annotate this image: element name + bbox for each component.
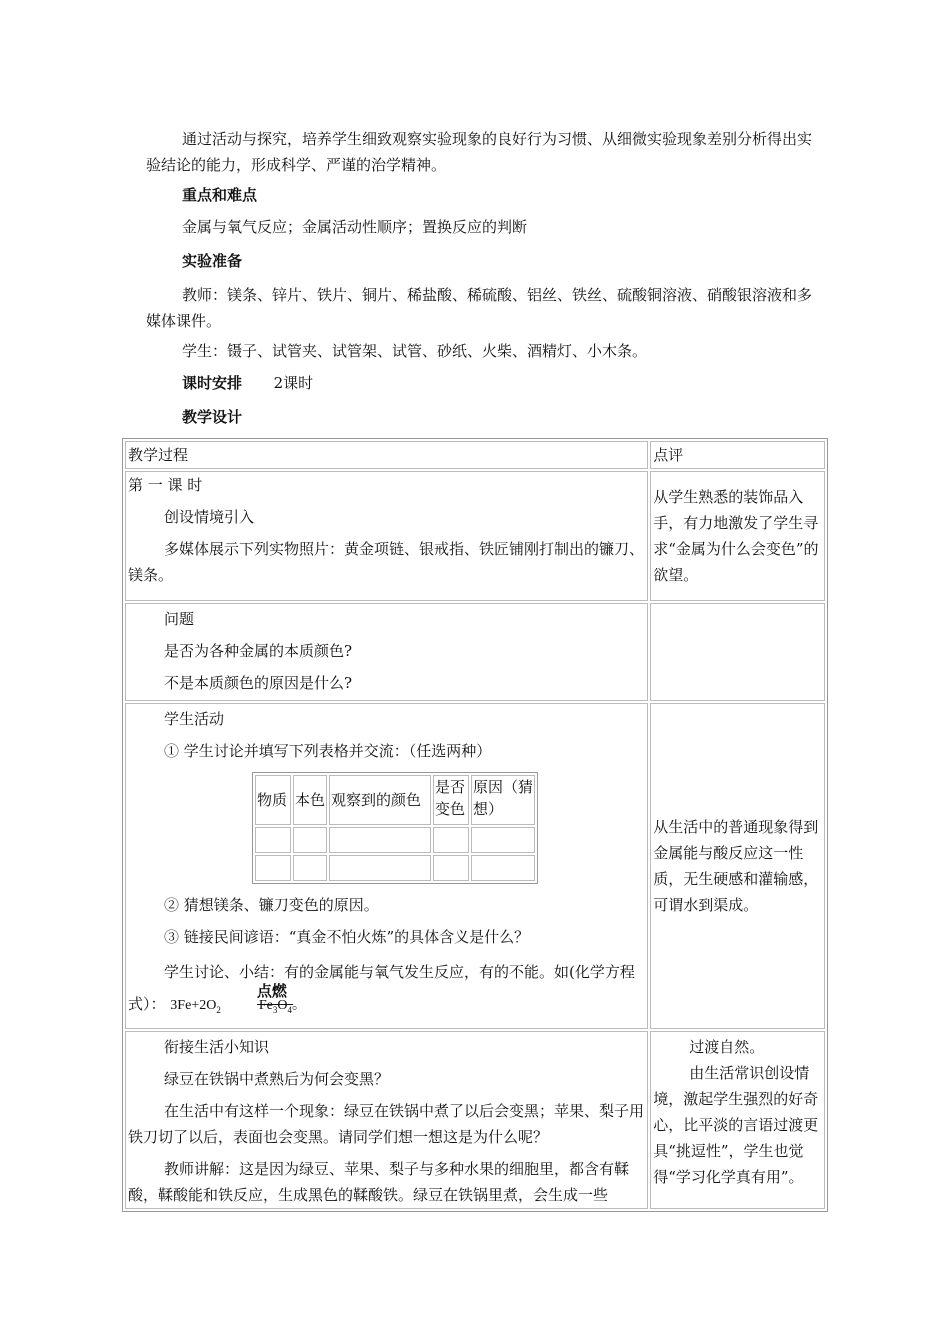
inner-header-observed: 观察到的颜色	[329, 775, 431, 825]
eq-left-sub: 2	[216, 1004, 221, 1015]
inner-cell	[471, 855, 535, 881]
equation	[170, 984, 306, 1015]
row1-subtitle: 创设情境引入	[164, 508, 255, 526]
eq-right: Fe	[258, 998, 273, 1013]
row2-subtitle: 问题	[164, 610, 195, 628]
inner-cell	[433, 827, 469, 853]
question-2: 不是本质颜色的原因是什么?	[164, 674, 353, 692]
heading-design: 教学设计	[182, 408, 243, 426]
row4-text1: 在生活中有这样一个现象：绿豆在铁锅中煮了以后会变黑；苹果、梨子用铁刀切了以后，表面也会变黑。请同学们想一想这是为什么呢？	[128, 1101, 645, 1146]
inner-cell	[293, 827, 327, 853]
lesson-title: 第 一 课 时	[128, 476, 203, 494]
summary-text: 学生讨论、小结：有的金属能与氧气发生反应，有的不能。如(化学方程式）：	[128, 963, 635, 1013]
schedule-value: 2课时	[273, 374, 314, 392]
eq-right-sub2: 4	[287, 1004, 292, 1015]
design-table	[122, 438, 828, 1212]
inner-header-reason: 原因（猜想）	[471, 775, 535, 825]
row4-subtitle: 衔接生活小知识	[164, 1037, 270, 1056]
row4-question: 绿豆在铁锅中煮熟后为何会变黑？	[164, 1069, 390, 1088]
eq-right-sub1: 3	[272, 1004, 278, 1015]
eq-end: 。	[291, 998, 306, 1013]
table-row	[125, 703, 825, 1029]
inner-cell	[471, 827, 535, 853]
eq-left: 3Fe+2O	[170, 998, 217, 1013]
heading-preparation: 实验准备	[182, 252, 243, 270]
table-header-row	[125, 441, 825, 469]
row4-process	[125, 1031, 648, 1209]
row1-review	[650, 471, 825, 601]
teacher-materials: 教师：镁条、锌片、铁片、铜片、稀盐酸、稀硫酸、铝丝、铁丝、硫酸铜溶液、硝酸银溶液和多媒体课件。	[146, 286, 813, 330]
step-2: ② 猜想镁条、镰刀变色的原因。	[164, 896, 379, 914]
intro-paragraph: 通过活动与探究，培养学生细致观察实验现象的良好行为习惯、从细微实验现象差别分析得出实验结论的能力，形成科学、严谨的治学精神。	[146, 130, 813, 174]
schedule-line	[146, 370, 826, 396]
row4-text2: 教师讲解：这是因为绿豆、苹果、梨子与多种水果的细胞里，都含有鞣酸，鞣酸能和铁反应，生成黑色的鞣酸铁。绿豆在铁锅里煮，会生成一些	[128, 1159, 630, 1204]
key-points-text: 金属与氧气反应；金属活动性顺序；置换反应的判断	[182, 218, 528, 236]
eq-right-o: O	[277, 998, 288, 1013]
row4-review-2: 由生活常识创设情境，激起学生强烈的好奇心，比平淡的言语过渡更具“挑逗性”，学生也觉得“学习化学真有用”。	[653, 1063, 819, 1186]
row4-review	[650, 1031, 825, 1209]
question-1: 是否为各种金属的本质颜色?	[164, 642, 353, 660]
inner-cell	[329, 855, 431, 881]
inner-header-row	[255, 775, 535, 825]
student-materials: 学生：镊子、试管夹、试管架、试管、砂纸、火柴、酒精灯、小木条。	[182, 342, 648, 360]
inner-header-color: 本色	[293, 775, 327, 825]
inner-header-substance: 物质	[255, 775, 291, 825]
header-process: 教学过程	[125, 441, 648, 469]
inner-cell	[255, 827, 291, 853]
inner-row	[255, 827, 535, 853]
inner-cell	[433, 855, 469, 881]
inner-cell	[293, 855, 327, 881]
row4-review-1: 过渡自然。	[689, 1037, 765, 1056]
heading-schedule: 课时安排	[182, 374, 243, 392]
row3-review: 从生活中的普通现象得到金属能与酸反应这一性质，无生硬感和灌输感，可谓水到渠成。	[650, 703, 825, 1029]
row1-process	[125, 471, 648, 601]
row3-process	[125, 703, 648, 1029]
row2-process	[125, 603, 648, 701]
inner-row	[255, 855, 535, 881]
observation-table	[252, 772, 538, 884]
inner-cell	[255, 855, 291, 881]
summary	[128, 956, 645, 1026]
step-3: ③ 链接民间谚语：“真金不怕火炼”的具体含义是什么？	[164, 928, 530, 946]
row2-review	[650, 603, 825, 701]
step-1: ① 学生讨论并填写下列表格并交流：（任选两种）	[164, 742, 492, 760]
header-review: 点评	[650, 441, 825, 469]
inner-cell	[329, 827, 431, 853]
table-row	[125, 603, 825, 701]
heading-key-points: 重点和难点	[182, 186, 258, 204]
row3-subtitle: 学生活动	[164, 710, 225, 728]
row1-review-text: 从学生熟悉的装饰品入手，有力地激发了学生寻求“金属为什么会变色”的欲望。	[653, 488, 819, 584]
table-row	[125, 1031, 825, 1209]
table-row	[125, 471, 825, 601]
inner-header-changed: 是否变色	[433, 775, 469, 825]
row1-text: 多媒体展示下列实物照片：黄金项链、银戒指、铁匠铺刚打制出的镰刀、镁条。	[128, 540, 645, 584]
eq-condition: 点燃	[256, 984, 287, 1000]
